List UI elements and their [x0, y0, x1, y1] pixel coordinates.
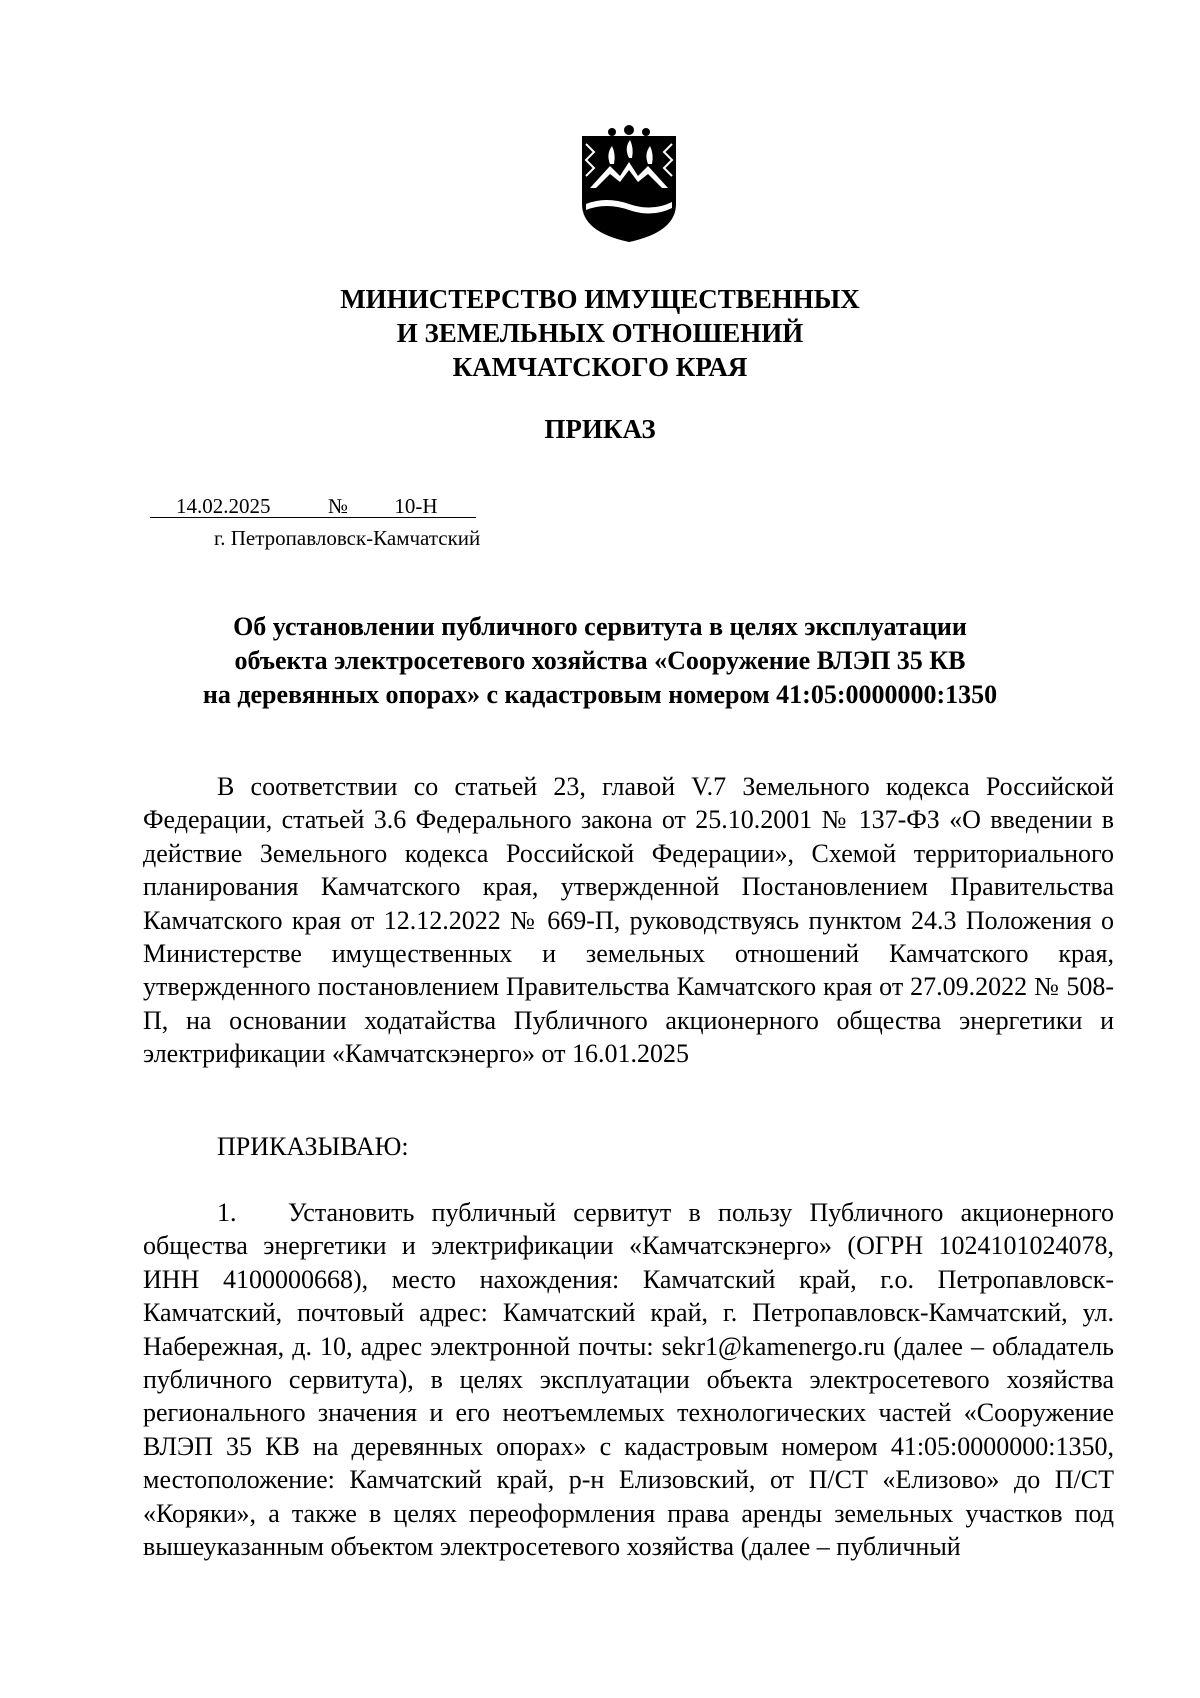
org-name-line-2: И ЗЕМЕЛЬНЫХ ОТНОШЕНИЙ	[396, 318, 804, 348]
issue-city: г. Петропавловск-Камчатский	[214, 526, 481, 550]
subject-line-3: на деревянных опорах» с кадастровым номером 41:05:0000000:1350	[202, 680, 998, 709]
subject-line-1: Об установлении публичного сервитута в целях эксплуатации	[233, 612, 967, 641]
document-type-title: ПРИКАЗ	[544, 414, 656, 444]
org-name-line-1: МИНИСТЕРСТВО ИМУЩЕСТВЕННЫХ	[340, 284, 860, 314]
order-date: 14.02.2025	[150, 495, 320, 518]
item-1-marker: 1.	[217, 1198, 237, 1227]
order-number: 10-Н	[356, 495, 476, 518]
order-directive-word: ПРИКАЗЫВАЮ:	[217, 1132, 409, 1161]
org-name-line-3: КАМЧАТСКОГО КРАЯ	[452, 352, 748, 382]
subject-line-2: объекта электросетевого хозяйства «Сооружение ВЛЭП 35 КВ	[234, 646, 966, 675]
number-sign: №	[320, 495, 356, 518]
preamble-paragraph: В соответствии со статьей 23, главой V.7 Земельного кодекса Российской Федерации, статьей 3.6 Федерального закона от 25.10.2001 № 137-ФЗ «О введении в действие Земельного кодекса Российской Федерации», Схемой территориального планирования Камчатского края, утвержденной Постановлением Правительства Камчатского края от 12.12.2022 № 669-П, руководствуясь пунктом 24.3 Положения о Министерстве имущественных и земельных отношений Камчатского края, утвержденного постановлением Правительства Камчатского края от 27.09.2022 № 508-П, на основании ходатайства Публичного акционерного общества энергетики и электрификации «Камчатскэнерго» от 16.01.2025	[143, 772, 1114, 1069]
item-1-text: Установить публичный сервитут в пользу Публичного акционерного общества энергетики и электрификации «Камчатскэнерго» (ОГРН 1024101024078, ИНН 4100000668), место нахождения: Камчатский край, г.о. Петропавловск-Камчатский, почтовый адрес: Камчатский край, г. Петропавловск-Камчатский, ул. Набережная, д. 10, адрес электронной почты: sekr1@kamenergo.ru (далее – обладатель публичного сервитута), в целях эксплуатации объекта электросетевого хозяйства регионального значения и его неотъемлемых технологических частей «Сооружение ВЛЭП 35 КВ на деревянных опорах» с кадастровым номером 41:05:0000000:1350, местоположение: Камчатский край, р-н Елизовский, от П/СТ «Елизово» до П/СТ «Коряки», а также в целях переоформления права аренды земельных участков под вышеуказанным объектом электросетевого хозяйства (далее – публичный	[143, 1198, 1114, 1562]
coat-of-arms-emblem	[576, 118, 682, 244]
registration-line	[150, 493, 476, 519]
item-1-paragraph	[143, 1196, 1114, 1563]
